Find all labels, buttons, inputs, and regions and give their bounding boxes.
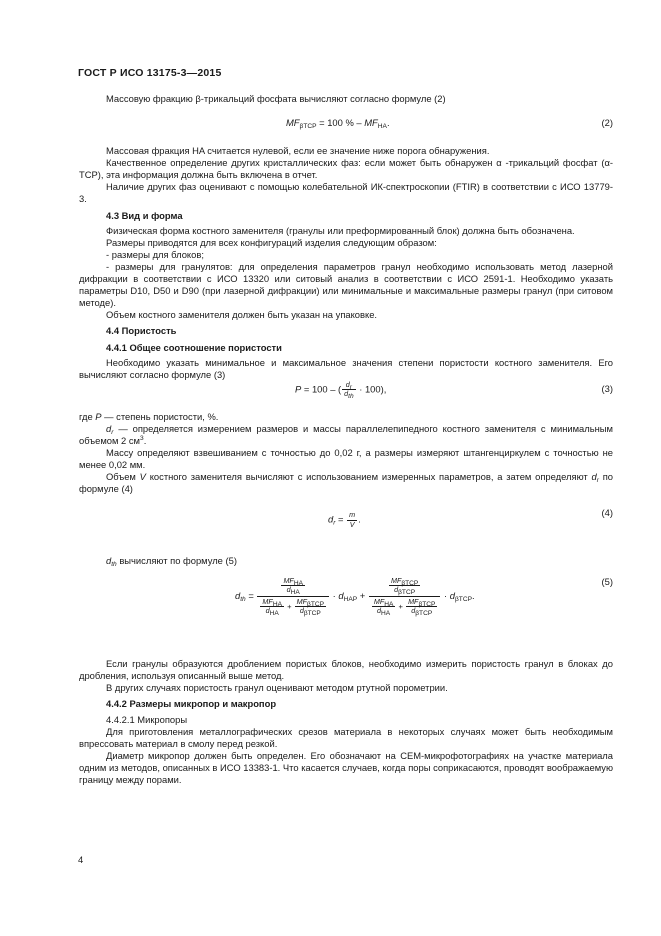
paragraph: Объем костного заменителя должен быть указан на упаковке. [106,309,378,321]
formula-5: $d_{th}$ = $\frac{MF_{HA}}{d_{HA}}$ $\frac{MF_{HA}}{d_{HA}}$ + $\frac{MF_{\beta TCP}}{d_{\beta TCP}}$ · $d_{HAP}$ + $\frac{MF_{\beta TCP}}{d_{\beta TCP}}$ $\frac{MF_{HA}}{d_{HA}}$ + $\frac{MF_{\beta TCP}}{d_{\beta TCP}}$ · $d_{\beta TCP}$. (5) [235,575,613,618]
paragraph: где P — степень пористости, %. [79,410,219,422]
paragraph: Необходимо указать минимальное и максимальное значения степени пористости костного заменителя. Его вычисляют согласно формуле (3) [79,356,613,380]
paragraph: Наличие других фаз оценивают с помощью колебательной ИК-спектроскопии (FTIR) в соответствии с ИСО 13779-3. [79,181,613,205]
formula-3: P = 100 – ( $\frac{d_r}{d_{th}}$ · 100), (3) [295,379,613,401]
section-heading: 4.3 Вид и форма [106,209,183,221]
fraction-btcp: $\frac{MF_{\beta TCP}}{d_{\beta TCP}}$ $\frac{MF_{HA}}{d_{HA}}$ + $\frac{MF_{\beta TCP}}{d_{\beta TCP}}$ [369,576,441,617]
paragraph: Объем V костного заменителя вычисляют с использованием измеренных параметров, а затем определяют $d_r$ по формуле (4) [79,471,613,495]
formula-number: (2) [601,117,613,129]
paragraph: Физическая форма костного заменителя (гранулы или преформированный блок) должна быть обозначена. [106,224,575,236]
list-item: - размеры для гранулятов: для определения параметров гранул необходимо использовать метод лазерной дифракции в соответствии с ИСО 13320 или ситовый анализ в соответствии с ИСО 2591-1. Необходимо указать параметры D10, D50 и D90 (при лазерной дифракции) или минимальные и максимальные размеры гранул (при ситовом методе). [79,260,613,309]
formula-2: $MF_{\beta TCP} = 100$ % – $MF_{HA}$. (2) [286,117,613,131]
paragraph: В других случаях пористость гранул оценивают методом ртутной порометрии. [106,681,448,693]
paragraph: Массу определяют взвешиванием с точностью до 0,02 г, а размеры измеряют штангенциркулем с точностью не менее 0,02 мм. [79,447,613,471]
document-header: ГОСТ Р ИСО 13175-3—2015 [78,67,222,79]
paragraph: Если гранулы образуются дроблением пористых блоков, необходимо измерить пористость гранул в блоках до дробления, используя описанный выше метод. [79,657,613,681]
paragraph: $d_r$ — определяется измерением размеров и массы параллелепипедного костного заменителя с минимальным объемом 2 $см^3$. [79,422,613,446]
paragraph: $d_{th}$ вычисляют по формуле (5) [106,555,237,569]
subsection-heading: 4.4.1 Общее соотношение пористости [106,341,282,353]
paragraph: Массовая фракция HA считается нулевой, если ее значение ниже порога обнаружения. [106,145,490,157]
paragraph: Размеры приводятся для всех конфигураций изделия следующим образом: [106,236,437,248]
page-content [79,90,613,786]
formula-number: (4) [601,507,613,519]
fraction-ha: $\frac{MF_{HA}}{d_{HA}}$ $\frac{MF_{HA}}{d_{HA}}$ + $\frac{MF_{\beta TCP}}{d_{\beta TCP}}$ [257,576,329,617]
formula-number: (3) [601,382,613,394]
paragraph: Для приготовления металлографических срезов материала в некоторых случаях может быть необходимым впрессовать материал в смолу перед резкой. [79,726,613,750]
section-heading: 4.4 Пористость [106,325,177,337]
subsection-heading: 4.4.2 Размеры микропор и макропор [106,697,277,709]
paragraph: Качественное определение других кристаллических фаз: если может быть обнаружен α -трикальций фосфат (α-TCP), эта информация должна быть включена в отчет. [79,157,613,181]
paragraph: Диаметр микропор должен быть определен. Его обозначают на СЕМ-микрофотографиях на участке материала одним из методов, описанных в ИСО 13383-1. Что касается случаев, когда поры соприкасаются, проводят воображаемую границу между порами. [79,750,613,786]
formula-4: $d_r$ = $\frac{m}{V}$ . (4) [328,507,613,530]
paragraph: Массовую фракцию β-трикальций фосфата вычисляют согласно формуле (2) [106,93,446,104]
list-item: - размеры для блоков; [106,248,204,260]
page-number: 4 [78,854,84,865]
subsubsection-heading: 4.4.2.1 Микропоры [106,713,188,725]
formula-number: (5) [601,575,613,587]
